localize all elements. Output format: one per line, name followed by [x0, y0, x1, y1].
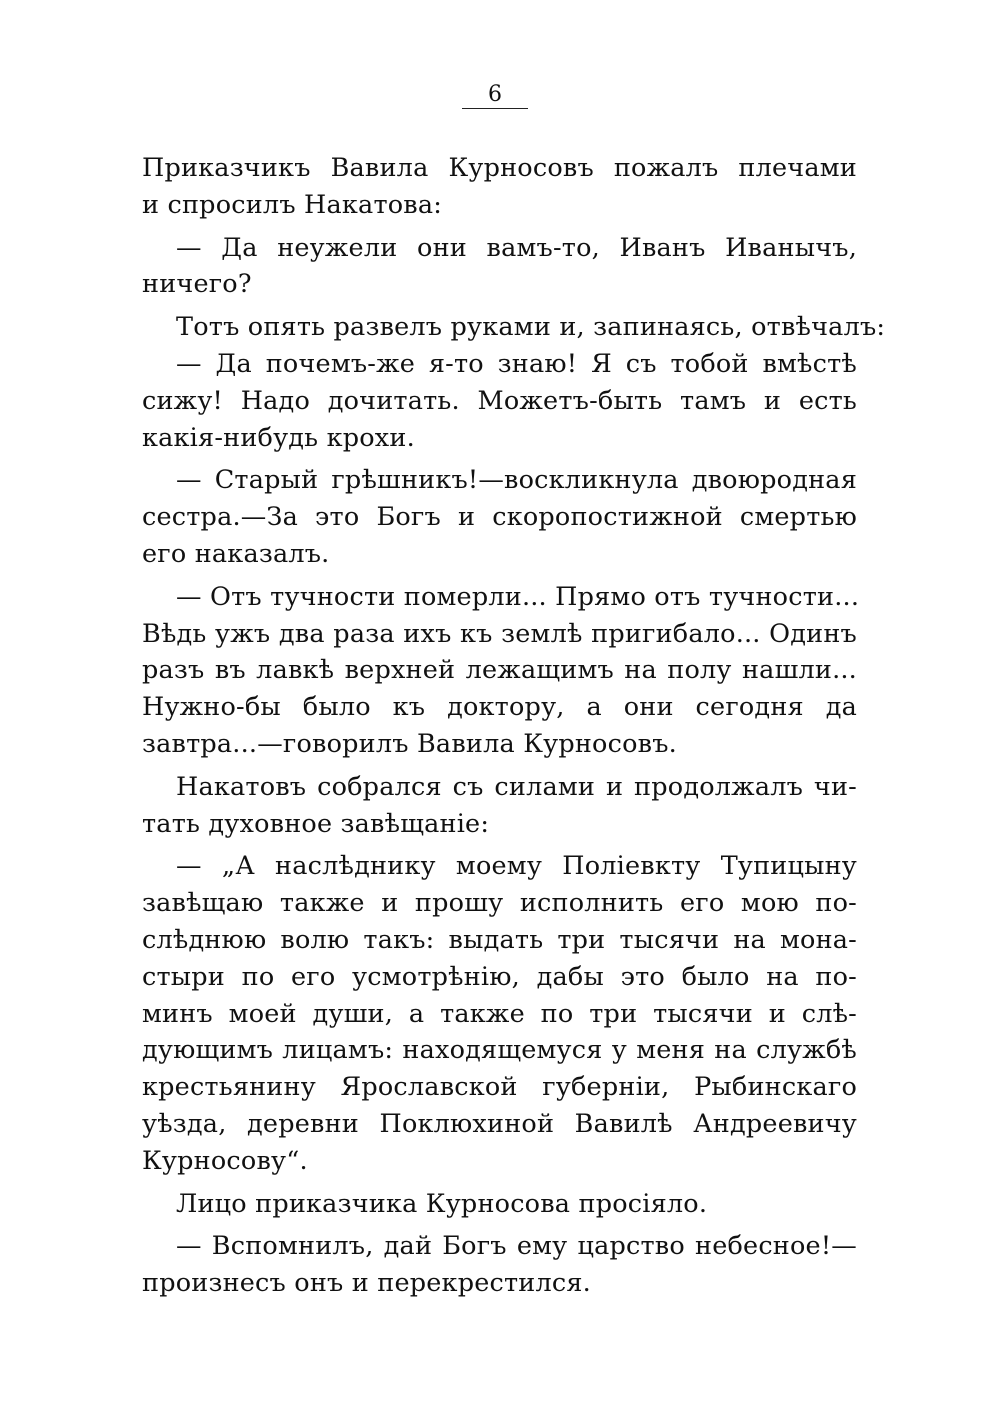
text-line: его наказалъ. [142, 538, 330, 569]
text-line: — Да почемъ-же я-то знаю! Я съ тобой вмѣстѣ [176, 348, 857, 379]
text-line: произнесъ онъ и перекрестился. [142, 1268, 591, 1299]
text-line: слѣднюю волю такъ: выдать три тысячи на мона- [142, 924, 857, 955]
text-line: Лицо приказчика Курносова просіяло. [176, 1188, 708, 1219]
text-line: сестра.—За это Богъ и скоропостижной смертью [142, 502, 857, 533]
text-line: Накатовъ собрался съ силами и продолжалъ чи- [176, 771, 857, 802]
text-line: минъ моей души, а также по три тысячи и слѣ- [142, 998, 857, 1029]
text-line: завтра...—говорилъ Вавила Курносовъ. [142, 728, 677, 759]
text-line: завѣщаю также и прошу исполнить его мою по- [142, 888, 857, 919]
text-line: — Да неужели они вамъ-то, Иванъ Иванычъ, [176, 232, 857, 263]
text-line: дующимъ лицамъ: находящемуся у меня на службѣ [142, 1035, 857, 1066]
text-line: — „А наслѣднику моему Поліевкту Тупицыну [176, 851, 857, 882]
text-line: и спросилъ Накатова: [142, 189, 443, 220]
text-line: Тотъ опять развелъ руками и, запинаясь, отвѣчалъ: [176, 312, 886, 343]
text-line: сижу! Надо дочитать. Можетъ-быть тамъ и есть [142, 385, 857, 416]
page-number-rule [462, 108, 528, 109]
text-line: — Отъ тучности померли... Прямо отъ тучности... [176, 581, 860, 612]
text-line: — Старый грѣшникъ!—воскликнула двоюродная [176, 465, 857, 496]
text-line: уѣзда, деревни Поклюхиной Вавилѣ Андреевичу [142, 1108, 857, 1139]
text-line: Курносову“. [142, 1145, 308, 1176]
text-line: стыри по его усмотрѣнію, дабы это было на по- [142, 961, 857, 992]
text-line: разъ въ лавкѣ верхней лежащимъ на полу нашли... [142, 655, 857, 686]
text-line: Вѣдь ужъ два раза ихъ къ землѣ пригибало... Одинъ [142, 618, 857, 649]
text-line: Приказчикъ Вавила Курносовъ пожалъ плечами [142, 153, 857, 183]
text-line: крестьянину Ярославской губерніи, Рыбинскаго [142, 1072, 857, 1103]
text-line: ничего? [142, 269, 252, 300]
text-line: Нужно-бы было къ доктору, а они сегодня да [142, 692, 857, 723]
page-number: 6 [488, 82, 502, 107]
body-text [142, 150, 886, 1302]
text-line: какія-нибудь крохи. [142, 422, 415, 453]
text-line: тать духовное завѣщаніе: [142, 808, 490, 839]
text-line: — Вспомнилъ, дай Богъ ему царство небесное!— [176, 1231, 857, 1262]
